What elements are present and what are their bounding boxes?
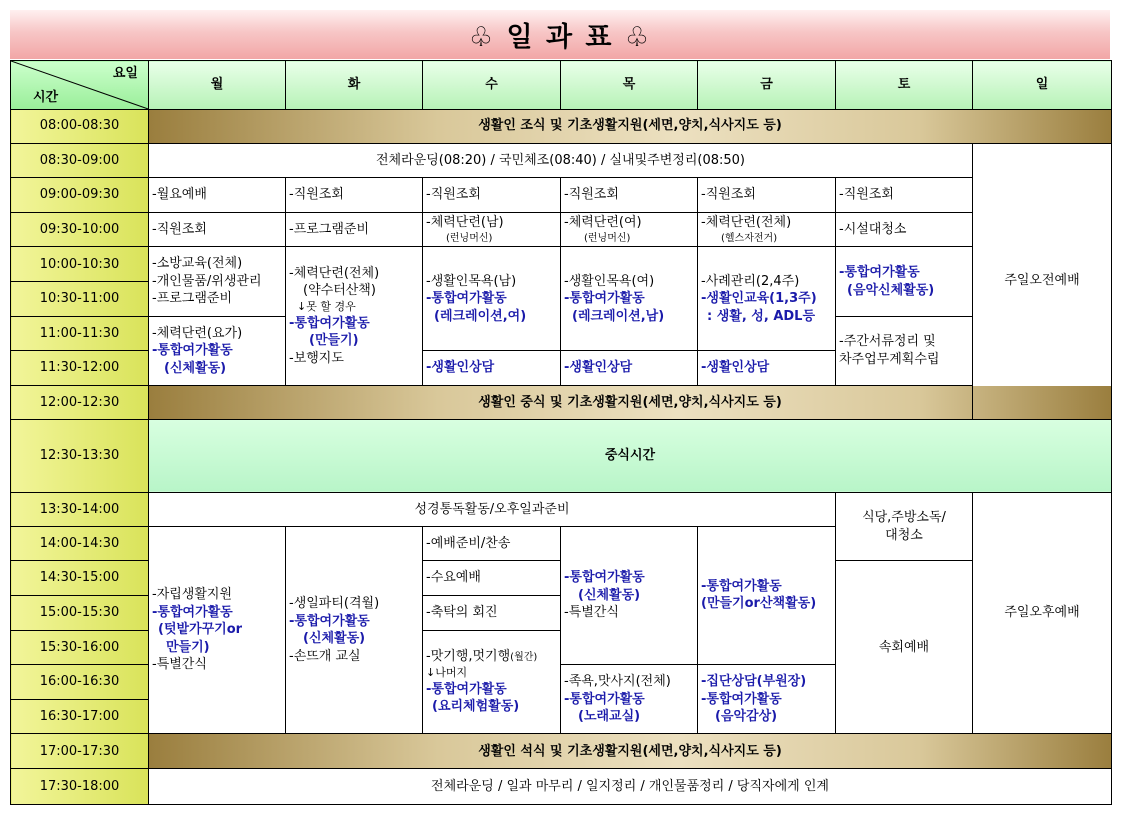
tue-am-line: ↓못 할 경우 xyxy=(297,300,356,314)
day-header-mon: 월 xyxy=(149,61,286,110)
fri-am-program-sub: : 생활, 성, ADL등 xyxy=(707,308,816,324)
sat-pm-line: 대청소 xyxy=(885,527,923,543)
mon-pm-line: -자립생활지원 xyxy=(152,587,233,603)
mon-0900-cell: -월요예배 xyxy=(149,178,286,213)
time-cell: 10:30-11:00 xyxy=(11,282,149,317)
mon-pm-cell xyxy=(149,526,286,734)
sat-am-program: -통합여가활동 xyxy=(839,265,920,281)
thu-pm-line: -족욕,맛사지(전체) xyxy=(564,674,671,690)
thu-0930-sub: (런닝머신) xyxy=(584,232,631,244)
thu-am-program-sub: (레크레이션,남) xyxy=(572,308,665,324)
thu-counsel-cell: -생활인상담 xyxy=(561,351,698,386)
time-cell: 11:30-12:00 xyxy=(11,351,149,386)
day-header-thu: 목 xyxy=(561,61,698,110)
tue-am-line: (약수터산책) xyxy=(303,283,376,299)
mon-am-program: -통합여가활동 xyxy=(152,343,233,359)
thu-pm1-cell xyxy=(561,526,698,665)
table-row xyxy=(11,143,1112,178)
time-cell: 09:30-10:00 xyxy=(11,212,149,247)
wed-0930-cell xyxy=(423,212,561,247)
corner-cell xyxy=(11,61,149,110)
wed-pm-cell: -예배준비/찬송 xyxy=(423,526,561,561)
time-cell: 14:30-15:00 xyxy=(11,561,149,596)
time-cell: 11:00-11:30 xyxy=(11,316,149,351)
mon-am-line: -체력단련(요가) xyxy=(152,325,243,341)
fri-pm2-cell xyxy=(698,665,836,734)
mon-am-program-sub: (신체활동) xyxy=(164,360,227,376)
time-cell: 10:00-10:30 xyxy=(11,247,149,282)
time-cell: 12:30-13:30 xyxy=(11,419,149,492)
mon-am1-cell xyxy=(149,247,286,316)
time-cell: 12:00-12:30 xyxy=(11,386,149,420)
sat-pm1-cell xyxy=(836,493,973,561)
fri-pm-program-sub: (만들기or산책활동) xyxy=(701,596,817,612)
fri-pm-program: -집단상담(부원장) xyxy=(701,674,807,690)
table-row xyxy=(11,247,1112,282)
fri-pm-program: -통합여가활동 xyxy=(701,691,782,707)
mon-pm-program: -통합여가활동 xyxy=(152,604,233,620)
sat-am-line: -주간서류정리 및 xyxy=(839,334,936,350)
fri-0930-cell xyxy=(698,212,836,247)
table-row xyxy=(11,109,1112,143)
breakfast-cell: 생활인 조식 및 기초생활지원(세면,양치,식사지도 등) xyxy=(149,109,1112,143)
time-cell: 15:00-15:30 xyxy=(11,595,149,630)
day-header-fri: 금 xyxy=(698,61,836,110)
sunday-am-cell: 주일오전예배 xyxy=(973,143,1112,419)
mon-am-line: -소방교육(전체) xyxy=(152,256,243,272)
thu-0900-cell: -직원조회 xyxy=(561,178,698,213)
wed-counsel-cell: -생활인상담 xyxy=(423,351,561,386)
thu-pm-program-sub: (신체활동) xyxy=(578,587,641,603)
tue-pm-cell xyxy=(286,526,423,734)
wed-pm-cell: -축탁의 회진 xyxy=(423,595,561,630)
fri-pm1-cell xyxy=(698,526,836,665)
wed-pm-program-sub: (요리체험활동) xyxy=(432,699,520,715)
mon-pm-line: -특별간식 xyxy=(152,657,207,673)
wed-pm-line xyxy=(426,648,557,666)
thu-am-line: -생활인목욕(여) xyxy=(564,273,655,289)
table-row xyxy=(11,386,1112,420)
fri-counsel-cell: -생활인상담 xyxy=(698,351,836,386)
wed-0930-sub: (런닝머신) xyxy=(446,232,493,244)
wed-pm-program: -통합여가활동 xyxy=(426,681,507,697)
time-cell: 16:00-16:30 xyxy=(11,665,149,700)
thu-0930-cell xyxy=(561,212,698,247)
mon-pm-program-sub: (텃밭가꾸기or xyxy=(158,622,243,638)
wed-pm-cell: -수요예배 xyxy=(423,561,561,596)
fri-pm-program-sub: (음악감상) xyxy=(715,709,778,725)
time-cell: 09:00-09:30 xyxy=(11,178,149,213)
wed-am-cell xyxy=(423,247,561,351)
time-cell: 08:30-09:00 xyxy=(11,143,149,178)
table-row xyxy=(11,769,1112,805)
fri-0900-cell: -직원조회 xyxy=(698,178,836,213)
table-row xyxy=(11,178,1112,213)
tue-am-cell xyxy=(286,247,423,386)
time-cell: 14:00-14:30 xyxy=(11,526,149,561)
title-bar xyxy=(10,10,1110,59)
time-cell: 17:00-17:30 xyxy=(11,734,149,769)
tue-0900-cell: -직원조회 xyxy=(286,178,423,213)
time-cell: 17:30-18:00 xyxy=(11,769,149,805)
time-cell: 16:30-17:00 xyxy=(11,699,149,734)
thu-pm-line: -특별간식 xyxy=(564,605,619,621)
mon-am2-cell xyxy=(149,316,286,385)
tue-am-program-sub: (만들기) xyxy=(309,333,359,349)
sat-am1-cell xyxy=(836,247,973,316)
sat-pm2-cell: 속회예배 xyxy=(836,561,973,734)
lunch-time-cell: 중식시간 xyxy=(149,419,1112,492)
wed-pm-tour-text: -맛기행,멋기행 xyxy=(426,649,511,665)
fri-am-cell xyxy=(698,247,836,351)
time-cell: 08:00-08:30 xyxy=(11,109,149,143)
page-title: ♧ 일 과 표 ♧ xyxy=(468,22,652,53)
sat-am-program-sub: (음악신체활동) xyxy=(847,282,935,298)
time-cell: 13:30-14:00 xyxy=(11,493,149,527)
header-row xyxy=(11,61,1112,110)
tue-pm-line: -생일파티(격월) xyxy=(289,595,380,611)
sat-pm-line: 식당,주방소독/ xyxy=(862,510,946,526)
time-cell: 15:30-16:00 xyxy=(11,630,149,665)
afternoon-prep-cell: 성경통독활동/오후일과준비 xyxy=(149,493,836,527)
fri-0930-sub: (헬스자전거) xyxy=(721,232,778,244)
sat-am2-cell xyxy=(836,316,973,385)
sat-0900-cell: -직원조회 xyxy=(836,178,973,213)
day-header-tue: 화 xyxy=(286,61,423,110)
thu-am-program: -통합여가활동 xyxy=(564,291,645,307)
tue-0930-cell: -프로그램준비 xyxy=(286,212,423,247)
wed-am-program-sub: (레크레이션,여) xyxy=(434,308,527,324)
day-header-sun: 일 xyxy=(973,61,1112,110)
wed-pm-line: ↓나머지 xyxy=(426,665,468,679)
wed-pm-tour-small: (월간) xyxy=(510,652,538,664)
tue-am-line: -보행지도 xyxy=(289,350,344,366)
sat-0930-cell: -시설대청소 xyxy=(836,212,973,247)
schedule-table xyxy=(10,60,1112,805)
evening-routine-cell: 전체라운딩 / 일과 마무리 / 일지정리 / 개인물품정리 / 당직자에게 인계 xyxy=(149,769,1112,805)
day-axis-label: 요일 xyxy=(112,66,138,81)
wed-0900-cell: -직원조회 xyxy=(423,178,561,213)
wed-0930-text: -체력단련(남) xyxy=(426,215,504,231)
tue-am-program: -통합여가활동 xyxy=(289,315,370,331)
dinner-cell: 생활인 석식 및 기초생활지원(세면,양치,식사지도 등) xyxy=(149,734,1112,769)
table-row xyxy=(11,212,1112,247)
mon-0930-cell: -직원조회 xyxy=(149,212,286,247)
day-header-wed: 수 xyxy=(423,61,561,110)
morning-routine-cell: 전체라운딩(08:20) / 국민체조(08:40) / 실내및주변정리(08:50) xyxy=(149,143,973,178)
tue-pm-line: -손뜨개 교실 xyxy=(289,648,361,664)
fri-0930-text: -체력단련(전체) xyxy=(701,215,792,231)
table-row xyxy=(11,734,1112,769)
mon-am-line: -개인물품/위생관리 xyxy=(152,273,262,289)
wed-am-program: -통합여가활동 xyxy=(426,291,507,307)
wed-am-line: -생활인목욕(남) xyxy=(426,273,517,289)
thu-pm-program: -통합여가활동 xyxy=(564,570,645,586)
fri-am-line: -사례관리(2,4주) xyxy=(701,273,800,289)
table-row xyxy=(11,493,1112,527)
thu-pm-program: -통합여가활동 xyxy=(564,691,645,707)
table-row xyxy=(11,419,1112,492)
thu-pm-program-sub: (노래교실) xyxy=(578,709,641,725)
tue-pm-program: -통합여가활동 xyxy=(289,613,370,629)
tue-am-line: -체력단련(전체) xyxy=(289,265,380,281)
thu-pm2-cell xyxy=(561,665,698,734)
fri-am-program: -생활인교육(1,3주) xyxy=(701,291,817,307)
lunch-support-cell: 생활인 중식 및 기초생활지원(세면,양치,식사지도 등) xyxy=(149,386,1112,420)
day-header-sat: 토 xyxy=(836,61,973,110)
sunday-pm-cell: 주일오후예배 xyxy=(973,493,1112,734)
fri-pm-program: -통합여가활동 xyxy=(701,578,782,594)
tue-pm-program-sub: (신체활동) xyxy=(303,631,366,647)
sat-am-line: 차주업무계획수립 xyxy=(839,351,940,367)
time-axis-label: 시간 xyxy=(33,90,59,106)
mon-pm-program-sub: 만들기) xyxy=(166,639,210,655)
mon-am-line: -프로그램준비 xyxy=(152,291,233,307)
wed-pm-tour-cell xyxy=(423,630,561,734)
thu-am-cell xyxy=(561,247,698,351)
thu-0930-text: -체력단련(여) xyxy=(564,215,642,231)
